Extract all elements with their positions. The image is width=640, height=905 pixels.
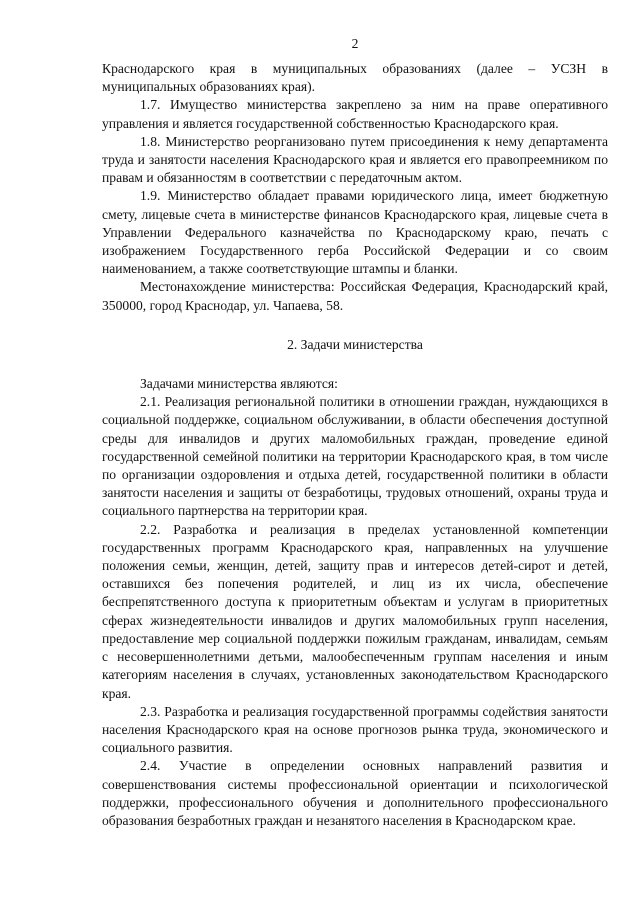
paragraph-2-1: 2.1. Реализация региональной политики в отношении граждан, нуждающихся в социальной поддержке, социальном обслуживании, в области обеспечения доступной среды для инвалидов и других маломобильных граждан, проведение единой государственной семейной политики на территории Краснодарского края, в том числе по организации оздоровления и отдыха детей, государственной политики в области занятости населения и защиты от безработицы, трудовых отношений, охраны труда и социального партнерства на территории края. <box>102 394 608 519</box>
section-heading: 2. Задачи министерства <box>287 336 423 352</box>
page-number: 2 <box>351 36 359 51</box>
paragraph-1-7: 1.7. Имущество министерства закреплено за ним на праве оперативного управления и является государственной собственностью Краснодарского края. <box>102 97 608 131</box>
paragraph-1-9: 1.9. Министерство обладает правами юридического лица, имеет бюджетную смету, лицевые счета в министерстве финансов Краснодарского края, лицевые счета в Управлении Федерального казначейства по Краснодарскому краю, печать с изображением Государственного герба Российской Федерации и со своим наименованием, а также соответствующие штампы и бланки. <box>102 188 608 277</box>
paragraph-tasks-intro: Задачами министерства являются: <box>140 376 338 392</box>
paragraph-2-2: 2.2. Разработка и реализация в пределах установленной компетенции государственных программ Краснодарского края, направленных на улучшение положения семьи, женщин, детей, защиту прав и интересов детей-сирот и детей, оставшихся без попечения родителей, и лиц из их числа, обеспечение беспрепятственного доступа к приоритетным объектам и услугам в приоритетных сферах жизнедеятельности инвалидов и других маломобильных групп населения, предоставление мер социальной поддержки пожилым гражданам, инвалидам, семьям с несовершеннолетними детьми, малообеспеченным группам населения и иным категориям населения в случаях, установленных законодательством Краснодарского края. <box>102 521 608 701</box>
document-page <box>102 32 608 830</box>
paragraph-1-8: 1.8. Министерство реорганизовано путем присоединения к нему департамента труда и занятости населения Краснодарского края и является его правопреемником по правам и обязанностям в соответствии с передаточным актом. <box>102 133 608 186</box>
paragraph-2-4: 2.4. Участие в определении основных направлений развития и совершенствования системы профессиональной ориентации и психологической поддержки, профессионального обучения и дополнительного профессионального образования безработных граждан и незанятого населения в Краснодарском крае. <box>102 758 608 828</box>
paragraph-2-3: 2.3. Разработка и реализация государственной программы содействия занятости населения Краснодарского края на основе прогнозов рынка труда, экономического и социального развития. <box>102 703 608 756</box>
paragraph-location: Местонахождение министерства: Российская Федерация, Краснодарский край, 350000, город Краснодар, ул. Чапаева, 58. <box>102 279 608 313</box>
paragraph-continuation: Краснодарского края в муниципальных образованиях (далее – УСЗН в муниципальных образованиях края). <box>102 61 608 95</box>
